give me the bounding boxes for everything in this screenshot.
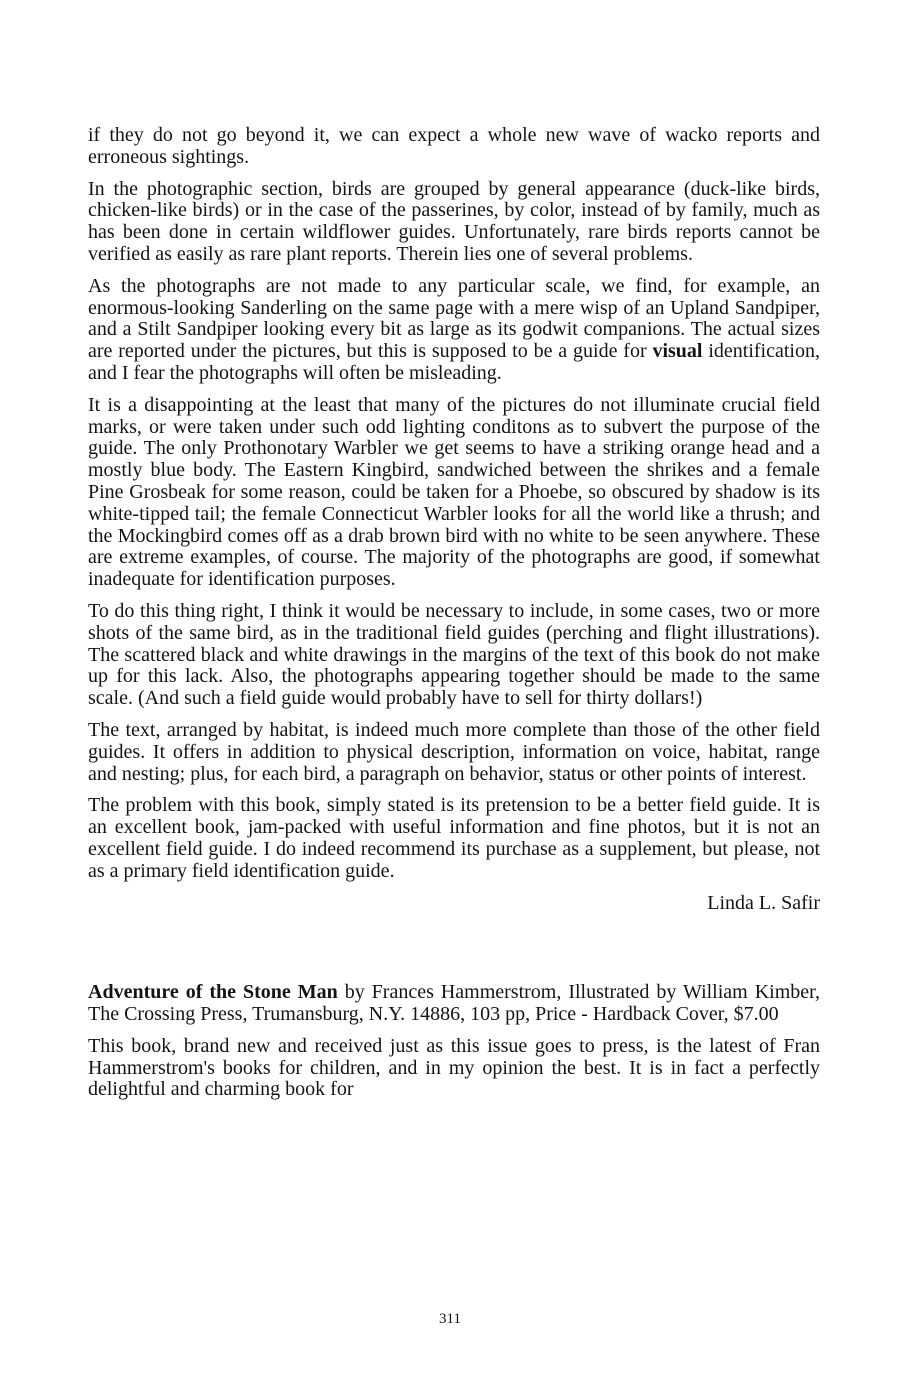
review-paragraph — [88, 276, 820, 385]
paragraph-text: As the photographs are not made to any particular scale, we find, for example, an enormous-looking Sanderling on the same page with a mere wisp of an Upland Sandpiper, and a Stilt Sandpiper looking every bit as large as its godwit companions. The actual sizes are reported under the pictures, but this is supposed to be a guide for — [88, 274, 820, 363]
emphasized-word: visual — [652, 340, 703, 363]
section-divider-space — [88, 924, 820, 982]
book-details: by Frances Hammerstrom, Illustrated by William Kimber, The Crossing Press, Trumansburg, N.Y. 14886, 103 pp, Price - Hardback Cover, $7.00 — [88, 981, 820, 1026]
book-title: Adventure of the Stone Man — [88, 981, 338, 1004]
reviewer-signature: Linda L. Safir — [707, 891, 820, 914]
review-paragraph: This book, brand new and received just as this issue goes to press, is the latest of Fran Hammerstrom's books for children, and in my opinion the best. It is in fact a perfectly delightful and charming book for — [88, 1034, 820, 1101]
book-citation — [88, 982, 820, 1026]
review-paragraph: if they do not go beyond it, we can expect a whole new wave of wacko reports and erroneous sightings. — [88, 124, 820, 168]
page-number: 311 — [439, 1311, 461, 1327]
review-paragraph: In the photographic section, birds are grouped by general appearance (duck-like birds, chicken-like birds) or in the case of the passerines, by color, instead of by family, much as has been done in certain wildflower guides. Unfortunately, rare birds reports cannot be verified as easily as rare plant reports. Therein lies one of several problems. — [88, 177, 820, 265]
paragraph-text: identification, and I fear the photographs will often be misleading. — [88, 340, 820, 384]
review-paragraph: The problem with this book, simply stated is its pretension to be a better field guide. It is an excellent book, jam-packed with useful information and fine photos, but it is not an excellent field guide. I do indeed recommend its purchase as a supplement, but please, not as a primary field identification guide. — [88, 794, 820, 882]
review-paragraph: It is a disappointing at the least that many of the pictures do not illuminate crucial field marks, or were taken under such odd lighting conditons as to subvert the purpose of the guide. The only Prothonotary Warbler we get seems to have a striking orange head and a mostly blue body. The Eastern Kingbird, sandwiched between the shrikes and a female Pine Grosbeak for some reason, could be taken for a Phoebe, so obscured by shadow is its white-tipped tail; the female Connecticut Warbler looks for all the world like a thrush; and the Mockingbird comes off as a drab brown bird with no white to be seen anywhere. These are extreme examples, of course. The majority of the photographs are good, if somewhat inadequate for identification purposes. — [88, 393, 820, 591]
review-paragraph: The text, arranged by habitat, is indeed much more complete than those of the other field guides. It offers in addition to physical description, information on voice, habitat, range and nesting; plus, for each bird, a paragraph on behavior, status or other points of interest. — [88, 718, 820, 785]
review-paragraph: To do this thing right, I think it would be necessary to include, in some cases, two or more shots of the same bird, as in the traditional field guides (perching and flight illustrations). The scattered black and white drawings in the margins of the text of this book do not make up for this lack. Also, the photographs appearing together should be made to the same scale. (And such a field guide would probably have to sell for thirty dollars!) — [88, 599, 820, 710]
page-body — [88, 125, 820, 1111]
